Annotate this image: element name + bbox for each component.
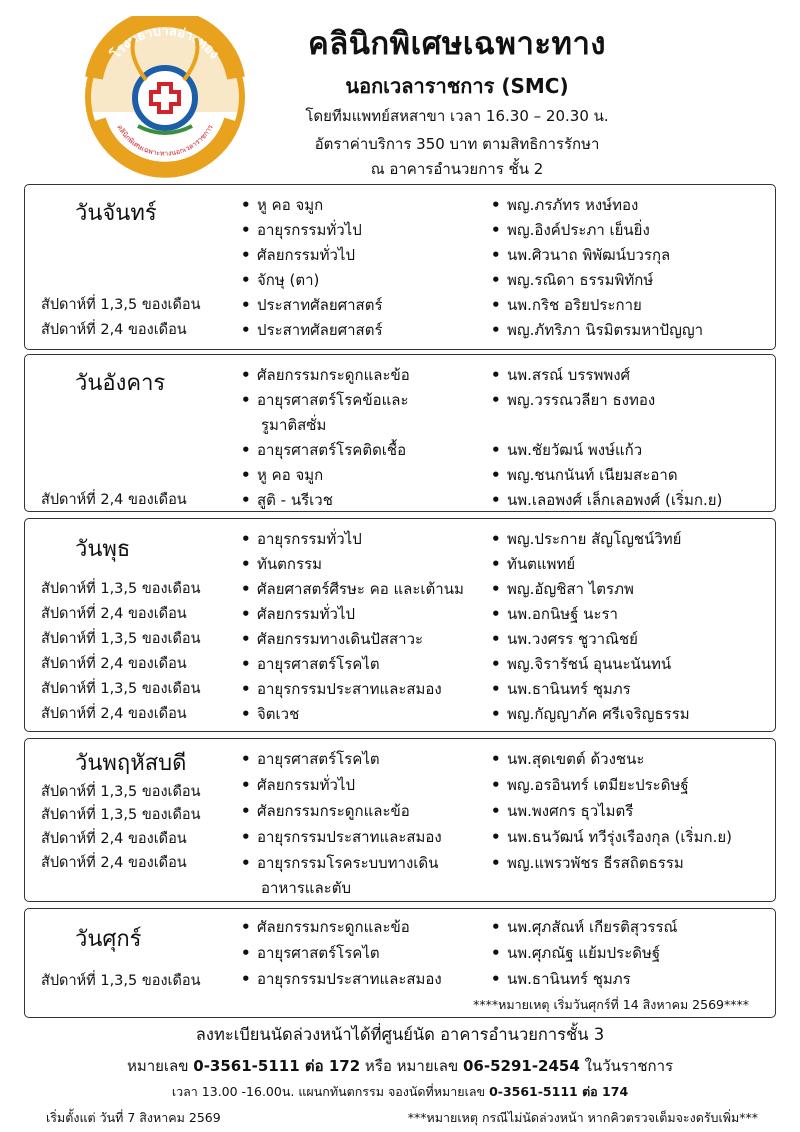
specialty: อายุรกรรมประสาทและสมอง — [257, 970, 442, 988]
bullet-icon: • — [241, 491, 251, 509]
specialty: ประสาทศัลยศาสตร์ — [257, 321, 383, 339]
bullet-icon: • — [241, 366, 251, 384]
bullet-icon: • — [241, 321, 251, 339]
schedule-row — [25, 652, 775, 677]
day-name: วันพุธ — [75, 537, 131, 562]
bullet-icon: • — [491, 221, 501, 239]
specialty: ศัลยกรรมทั่วไป — [257, 776, 355, 794]
schedule-row — [25, 602, 775, 627]
day-box-tuesday — [24, 354, 776, 512]
specialty: ประสาทศัลยศาสตร์ — [257, 296, 383, 314]
bullet-icon: • — [241, 466, 251, 484]
bullet-icon: • — [491, 271, 501, 289]
bullet-icon: • — [241, 530, 251, 548]
bullet-icon: • — [491, 918, 501, 936]
bullet-icon: • — [241, 605, 251, 623]
bullet-icon: • — [241, 918, 251, 936]
doctor: พญ.ภรภัทร หงษ์ทอง — [507, 196, 639, 214]
dental-booking: เวลา 13.00 -16.00น. แผนกทันตกรรม จองนัดที่หมายเลข 0-3561-5111 ต่อ 174 — [171, 1084, 629, 1099]
bullet-icon: • — [241, 271, 251, 289]
bullet-icon: • — [241, 196, 251, 214]
specialty: อายุรกรรมทั่วไป — [257, 530, 362, 548]
doctor: นพ.อกนิษฐ์ นะรา — [507, 605, 618, 623]
schedule-row — [25, 463, 775, 488]
doctor: พญ.ภัทริภา นิรมิตรมหาปัญญา — [507, 321, 704, 339]
week-note: สัปดาห์ที่ 1,3,5 ของเดือน — [41, 581, 201, 597]
doctor: นพ.ศุภสัณห์ เกียรติสุวรรณ์ — [507, 918, 678, 936]
doctor: พญ.รณิดา ธรรมพิทักษ์ — [507, 271, 654, 289]
specialty-continued: รูมาติสซั่ม — [261, 416, 327, 434]
doctor: นพ.ธนวัฒน์ ทวีรุ่งเรืองกุล (เริ่มก.ย) — [507, 828, 732, 846]
page-title: คลินิกพิเศษเฉพาะทาง — [307, 26, 607, 62]
bullet-icon: • — [491, 944, 501, 962]
bullet-icon: • — [241, 776, 251, 794]
specialty: อายุรศาสตร์โรคไต — [257, 944, 380, 962]
week-note: สัปดาห์ที่ 2,4 ของเดือน — [41, 656, 187, 672]
specialty: ศัลยกรรมกระดูกและข้อ — [257, 802, 410, 820]
bullet-icon: • — [241, 630, 251, 648]
bullet-icon: • — [491, 705, 501, 723]
schedule-row — [25, 941, 775, 966]
specialty: สูติ - นรีเวช — [257, 491, 333, 509]
bullet-icon: • — [241, 705, 251, 723]
week-note: สัปดาห์ที่ 1,3,5 ของเดือน — [41, 973, 201, 989]
specialty: อายุรกรรมประสาทและสมอง — [257, 828, 442, 846]
svg-text:คลินิกพิเศษเฉพาะทางนอกเวลาราชก: คลินิกพิเศษเฉพาะทางนอกเวลาราชการ — [115, 123, 215, 158]
phone-number: 0-3561-5111 ต่อ 172 — [193, 1057, 361, 1075]
bullet-icon: • — [491, 680, 501, 698]
schedule-row — [25, 799, 775, 824]
service-fee: อัตราค่าบริการ 350 บาท ตามสิทธิการรักษา — [314, 135, 600, 153]
doctor: นพ.สรณ์ บรรพพงศ์ — [507, 366, 631, 384]
bullet-icon: • — [491, 854, 501, 872]
specialty-continued: อาหารและตับ — [261, 879, 351, 897]
week-note: สัปดาห์ที่ 1,3,5 ของเดือน — [41, 807, 201, 823]
doctor: ทันตแพทย์ — [507, 555, 576, 573]
specialty: จักษุ (ตา) — [257, 271, 320, 289]
doctor: นพ.กริช อริยประกาย — [507, 296, 642, 314]
bullet-icon: • — [241, 944, 251, 962]
week-note: สัปดาห์ที่ 2,4 ของเดือน — [41, 606, 187, 622]
day-box-monday — [24, 184, 776, 350]
start-date-note: เริ่มตั้งแต่ วันที่ 7 สิงหาคม 2569 — [46, 1110, 221, 1125]
schedule-row — [25, 293, 775, 318]
bullet-icon: • — [241, 970, 251, 988]
schedule-row — [25, 527, 775, 552]
week-note: สัปดาห์ที่ 2,4 ของเดือน — [41, 855, 187, 871]
bullet-icon: • — [241, 246, 251, 264]
bullet-icon: • — [491, 246, 501, 264]
schedule-row — [25, 363, 775, 388]
doctor: นพ.ธานินทร์ ชุมภร — [507, 970, 631, 988]
specialty: ทันตกรรม — [257, 555, 322, 573]
bullet-icon: • — [491, 802, 501, 820]
bullet-icon: • — [491, 196, 501, 214]
hospital-logo-icon — [84, 16, 246, 178]
bullet-icon: • — [241, 221, 251, 239]
location: ณ อาคารอำนวยการ ชั้น 2 — [370, 160, 544, 178]
schedule-row — [25, 851, 775, 876]
bullet-icon: • — [241, 828, 251, 846]
bullet-icon: • — [491, 750, 501, 768]
bullet-icon: • — [241, 655, 251, 673]
schedule-row — [25, 268, 775, 293]
svg-text:โรงพยาบาลอ่างทอง: โรงพยาบาลอ่างทอง — [108, 23, 222, 63]
bullet-icon: • — [241, 680, 251, 698]
doctor: พญ.อรอินทร์ เตมียะประดิษฐ์ — [507, 776, 689, 794]
day-box-thursday — [24, 738, 776, 902]
schedule-row — [25, 702, 775, 727]
schedule-row — [25, 438, 775, 463]
schedule-row — [25, 218, 775, 243]
doctor: พญ.ชนกนันท์ เนียมสะอาด — [507, 466, 678, 484]
friday-footnote: ****หมายเหตุ เริ่มวันศุกร์ที่ 14 สิงหาคม 2569**** — [473, 997, 749, 1012]
bullet-icon: • — [491, 530, 501, 548]
bullet-icon: • — [241, 441, 251, 459]
schedule-row — [25, 967, 775, 992]
phone-number: 06-5291-2454 — [462, 1057, 580, 1075]
schedule-row — [25, 677, 775, 702]
specialty: หู คอ จมูก — [257, 466, 324, 484]
day-name: วันจันทร์ — [75, 201, 157, 226]
schedule-row — [25, 488, 775, 513]
specialty: ศัลยกรรมกระดูกและข้อ — [257, 918, 410, 936]
specialty: อายุรศาสตร์โรคติดเชื้อ — [257, 441, 407, 459]
bullet-icon: • — [491, 391, 501, 409]
specialty: อายุรกรรมโรคระบบทางเดิน — [257, 854, 439, 872]
doctor: นพ.ศุภณัฐ แย้มประดิษฐ์ — [507, 944, 661, 962]
specialty: จิตเวช — [257, 705, 300, 723]
specialty: ศัลยกรรมกระดูกและข้อ — [257, 366, 410, 384]
schedule-row — [25, 915, 775, 940]
schedule-row — [25, 552, 775, 577]
specialty: หู คอ จมูก — [257, 196, 324, 214]
bullet-icon: • — [491, 555, 501, 573]
specialty: อายุรศาสตร์โรคไต — [257, 655, 380, 673]
schedule-row — [25, 627, 775, 652]
day-name: วันศุกร์ — [75, 927, 142, 952]
specialty: อายุรศาสตร์โรคไต — [257, 750, 380, 768]
bullet-icon: • — [491, 321, 501, 339]
day-box-friday — [24, 908, 776, 1018]
bullet-icon: • — [491, 491, 501, 509]
day-name: วันพฤหัสบดี — [75, 751, 187, 776]
doctor: นพ.ศิวนาถ พิพัฒน์บวรกุล — [507, 246, 671, 264]
bullet-icon: • — [491, 466, 501, 484]
doctor: นพ.ธานินทร์ ชุมภร — [507, 680, 631, 698]
schedule-row — [25, 388, 775, 413]
bullet-icon: • — [491, 630, 501, 648]
specialty: ศัลยกรรมทางเดินปัสสาวะ — [257, 630, 424, 648]
doctor: นพ.วงศรร ชูวาณิชย์ — [507, 630, 638, 648]
booking-phones: หมายเลข 0-3561-5111 ต่อ 172 หรือ หมายเลข 06-5291-2454 ในวันราชการ — [126, 1057, 674, 1075]
doctor: พญ.กัญญาภัค ศรีเจริญธรรม — [507, 705, 690, 723]
schedule-row — [25, 243, 775, 268]
week-note: สัปดาห์ที่ 2,4 ของเดือน — [41, 492, 187, 508]
specialty: อายุรกรรมทั่วไป — [257, 221, 362, 239]
doctor: พญ.วรรณวลียา ธงทอง — [507, 391, 656, 409]
doctor: นพ.พงศกร ธุวไมตรี — [507, 802, 634, 820]
booking-info: ลงทะเบียนนัดล่วงหน้าได้ที่ศูนย์นัด อาคารอำนวยการชั้น 3 — [195, 1025, 605, 1044]
bullet-icon: • — [491, 296, 501, 314]
bullet-icon: • — [241, 802, 251, 820]
specialty: ศัลยกรรมทั่วไป — [257, 246, 355, 264]
week-note: สัปดาห์ที่ 2,4 ของเดือน — [41, 322, 187, 338]
week-note: สัปดาห์ที่ 1,3,5 ของเดือน — [41, 681, 201, 697]
week-note: สัปดาห์ที่ 1,3,5 ของเดือน — [41, 297, 201, 313]
bullet-icon: • — [241, 296, 251, 314]
schedule-row-continued — [25, 413, 775, 438]
day-name: วันอังคาร — [75, 371, 166, 396]
bullet-icon: • — [241, 854, 251, 872]
schedule-row — [25, 577, 775, 602]
team-hours: โดยทีมแพทย์สหสาขา เวลา 16.30 – 20.30 น. — [305, 107, 609, 125]
page-subtitle: นอกเวลาราชการ (SMC) — [345, 74, 569, 98]
week-note: สัปดาห์ที่ 2,4 ของเดือน — [41, 831, 187, 847]
week-note: สัปดาห์ที่ 1,3,5 ของเดือน — [41, 631, 201, 647]
phone-number: 0-3561-5111 ต่อ 174 — [489, 1084, 629, 1099]
bullet-icon: • — [241, 580, 251, 598]
schedule-row — [25, 825, 775, 850]
bullet-icon: • — [491, 776, 501, 794]
doctor: พญ.ประกาย สัญโญชน์วิทย์ — [507, 530, 682, 548]
schedule-row-continued — [25, 876, 775, 901]
doctor: นพ.ชัยวัฒน์ พงษ์แก้ว — [507, 441, 643, 459]
bullet-icon: • — [241, 555, 251, 573]
doctor: พญ.จิรารัชน์ อุนนะนันทน์ — [507, 655, 672, 673]
week-note: สัปดาห์ที่ 2,4 ของเดือน — [41, 706, 187, 722]
bullet-icon: • — [491, 605, 501, 623]
day-box-wednesday — [24, 518, 776, 732]
specialty: ศัลยศาสตร์ศีรษะ คอ และเต้านม — [257, 580, 464, 598]
bullet-icon: • — [241, 750, 251, 768]
specialty: อายุรกรรมประสาทและสมอง — [257, 680, 442, 698]
schedule-row — [25, 773, 775, 798]
bullet-icon: • — [491, 441, 501, 459]
bullet-icon: • — [491, 970, 501, 988]
doctor: นพ.สุดเขตต์ ด้วงชนะ — [507, 750, 645, 768]
doctor: นพ.เลอพงศ์ เล็กเลอพงศ์ (เริ่มก.ย) — [507, 491, 723, 509]
header — [0, 0, 800, 180]
doctor: พญ.อิงค์ประภา เย็นยิ่ง — [507, 221, 650, 239]
schedule-row — [25, 747, 775, 772]
schedule-row — [25, 318, 775, 343]
specialty: ศัลยกรรมทั่วไป — [257, 605, 355, 623]
doctor: พญ.แพรวพัชร ธีรสถิตธรรม — [507, 854, 684, 872]
week-note: สัปดาห์ที่ 1,3,5 ของเดือน — [41, 784, 201, 800]
bullet-icon: • — [491, 580, 501, 598]
schedule-row — [25, 193, 775, 218]
bullet-icon: • — [491, 655, 501, 673]
specialty: อายุรศาสตร์โรคข้อและ — [257, 391, 409, 409]
bullet-icon: • — [491, 366, 501, 384]
bullet-icon: • — [491, 828, 501, 846]
queue-note: ***หมายเหตุ กรณีไม่นัดล่วงหน้า หากคิวตรวจเต็มจะงดรับเพิ่ม*** — [407, 1110, 758, 1125]
doctor: พญ.อัญชิสา ไตรภพ — [507, 580, 634, 598]
bullet-icon: • — [241, 391, 251, 409]
